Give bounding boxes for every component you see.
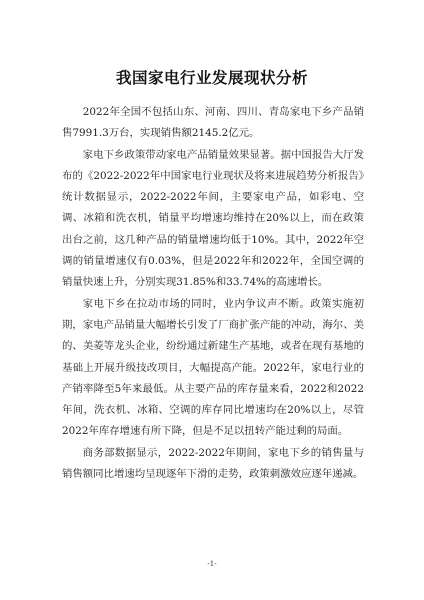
page-number: -1- (207, 560, 217, 568)
paragraph-3: 家电下乡在拉动市场的同时，业内争议声不断。政策实施初期，家电产品销量大幅增长引发了厂商扩张产能的冲动，海尔、美的、美菱等龙头企业，纷纷通过新建生产基地，或者在现有基地的基础上开展升级技改项目，大幅提高产能。2022年，家电行业的产销率降至5年来最低。从主要产品的库存量来看，2022和2022年间，洗衣机、冰箱、空调的库存同比增速均在20%以上，尽管2022年库存增速有所下降，但是不足以扭转产能过剩的局面。 (62, 297, 364, 438)
paragraph-4: 商务部数据显示，2022-2022年期间，家电下乡的销售量与销售额同比增速均呈现逐年下滑的走势，政策刺激效应逐年递减。 (62, 446, 364, 481)
paragraph-1: 2022年全国不包括山东、河南、四川、青岛家电下乡产品销售7991.3万台，实现销售额2145.2亿元。 (62, 106, 364, 140)
document-body (62, 102, 364, 485)
paragraph-2: 家电下乡政策带动家电产品销量效果显著。据中国报告大厅发布的《2022-2022年中国家电行业现状及将来进展趋势分析报告》统计数据显示，2022-2022年间，主要家电产品，如彩电、空调、冰箱和洗衣机，销量平均增速均维持在20%以上，而在政策出台之前，这几种产品的销量增速均低于10%。其中，2022年空调的销量增速仅有0.03%，但是2022年和2022年，全国空调的销量快速上升，分别实现31.85%和33.74%的高速增长。 (62, 148, 364, 289)
document-title: 我国家电行业发展现状分析 (115, 68, 308, 87)
